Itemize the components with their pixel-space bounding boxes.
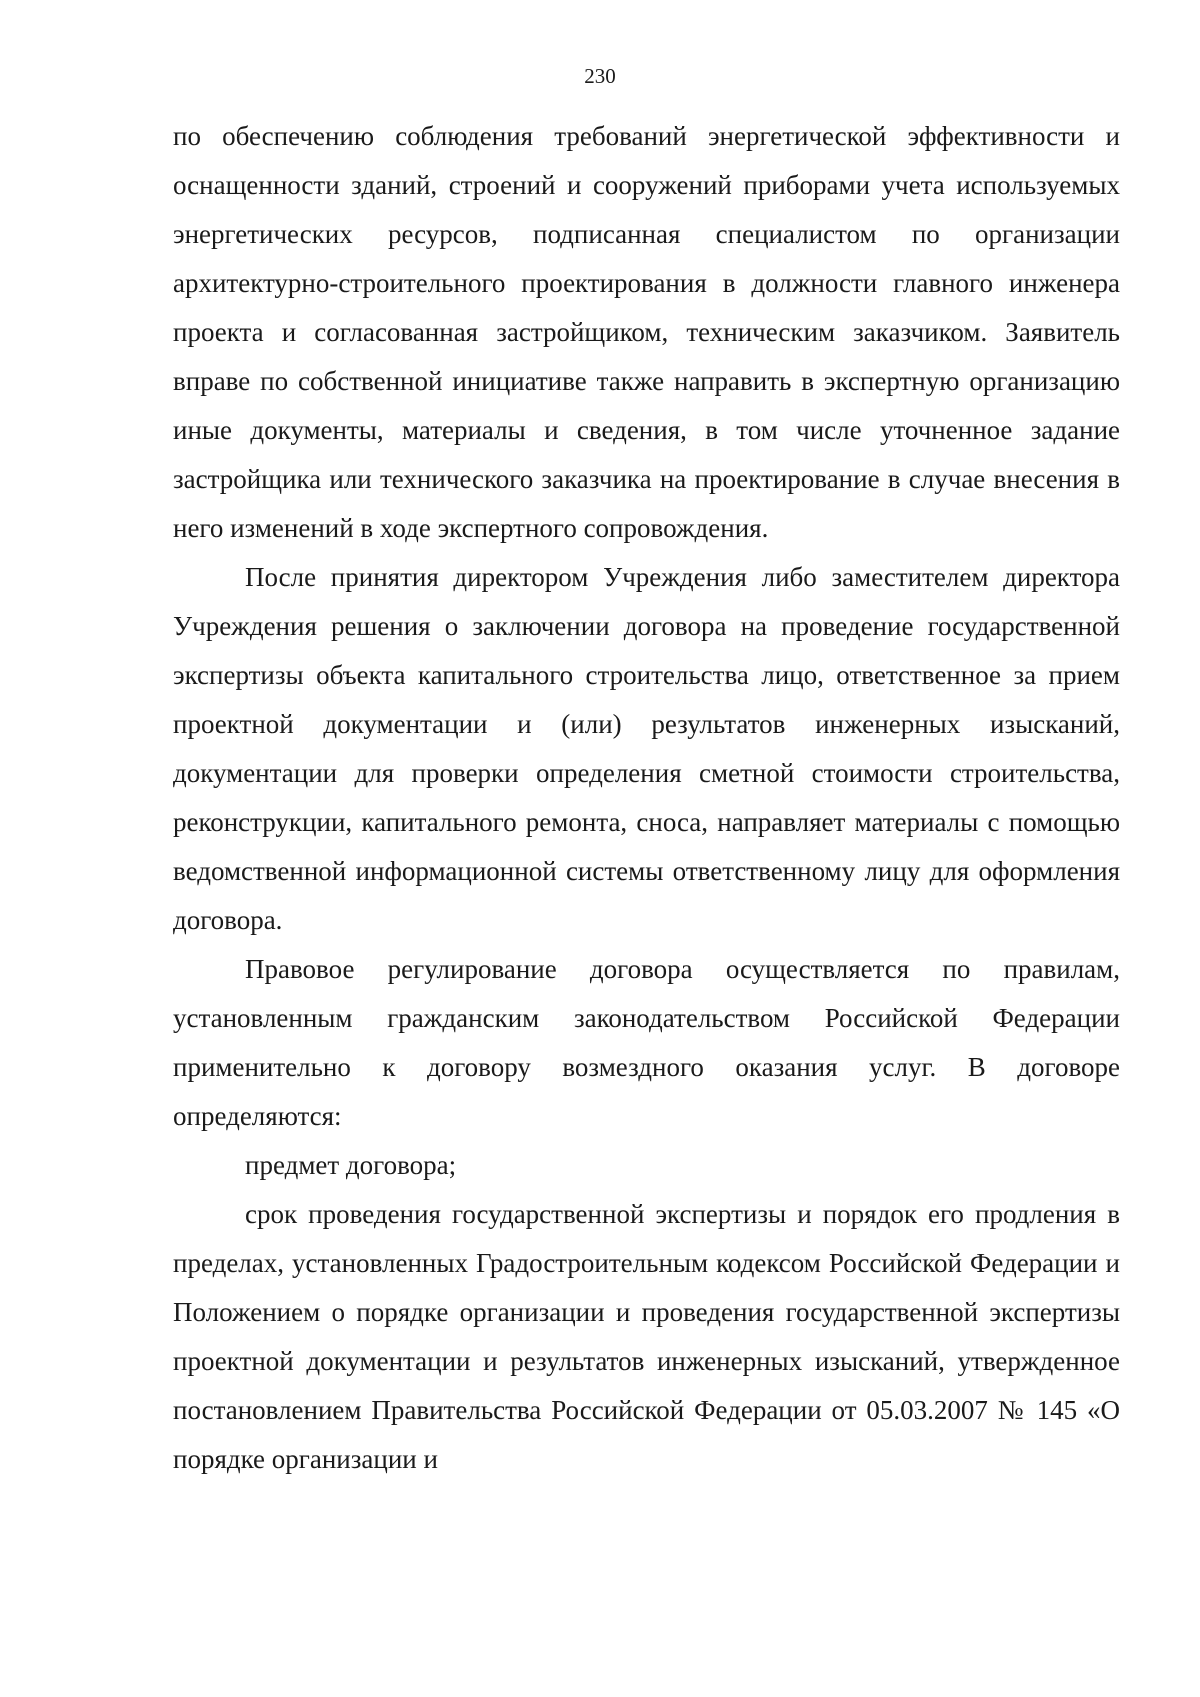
paragraph: Правовое регулирование договора осуществляется по правилам, установленным гражданским законодательством Российской Федерации применительно к договору возмездного оказания услуг. В договоре определяются: <box>173 954 1120 1131</box>
paragraph: После принятия директором Учреждения либо заместителем директора Учреждения решения о заключении договора на проведение государственной экспертизы объекта капитального строительства лицо, ответственное за прием проектной документации и (или) результатов инженерных изысканий, документации для проверки определения сметной стоимости строительства, реконструкции, капитального ремонта, сноса, направляет материалы с помощью ведомственной информационной системы ответственному лицу для оформления договора. <box>173 562 1120 935</box>
document-body <box>173 112 1120 1484</box>
paragraph: срок проведения государственной экспертизы и порядок его продления в пределах, установленных Градостроительным кодексом Российской Федерации и Положением о порядке организации и проведения государственной экспертизы проектной документации и результатов инженерных изысканий, утвержденное постановлением Правительства Российской Федерации от 05.03.2007 № 145 «О порядке организации и <box>173 1199 1120 1474</box>
paragraph: предмет договора; <box>245 1150 457 1180</box>
paragraph: по обеспечению соблюдения требований энергетической эффективности и оснащенности зданий, строений и сооружений приборами учета используемых энергетических ресурсов, подписанная специалистом по организации архитектурно-строительного проектирования в должности главного инженера проекта и согласованная застройщиком, техническим заказчиком. Заявитель вправе по собственной инициативе также направить в экспертную организацию иные документы, материалы и сведения, в том числе уточненное задание застройщика или технического заказчика на проектирование в случае внесения в него изменений в ходе экспертного сопровождения. <box>173 121 1120 543</box>
page-number: 230 <box>584 64 616 88</box>
